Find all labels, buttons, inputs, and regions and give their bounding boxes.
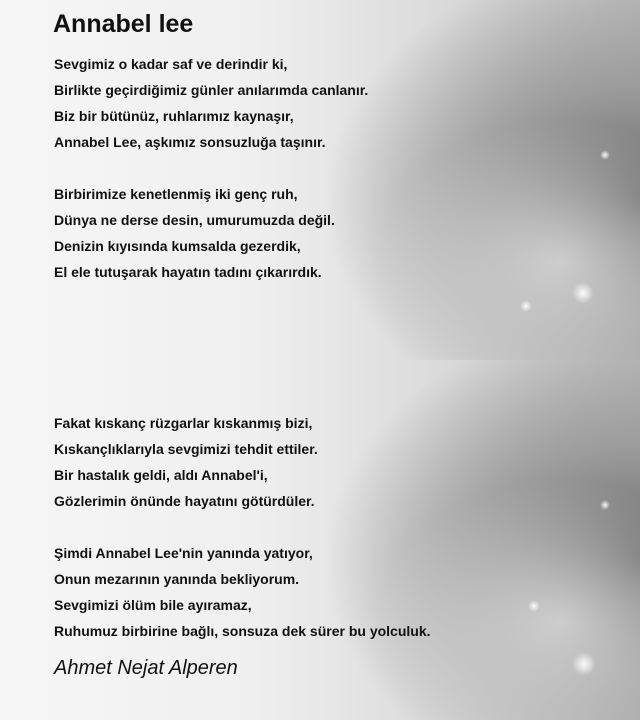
poem-line: Sevgimiz o kadar saf ve derindir ki,: [54, 56, 288, 72]
poem-line: Kıskançlıklarıyla sevgimizi tehdit ettiler.: [54, 441, 318, 457]
poem-line: Biz bir bütünüz, ruhlarımız kaynaşır,: [54, 108, 294, 124]
poem-line: Annabel Lee, aşkımız sonsuzluğa taşınır.: [54, 134, 326, 150]
sparkle-decoration: [528, 600, 540, 612]
stanza-3: [54, 410, 318, 514]
poem-title: Annabel lee: [53, 10, 194, 38]
stanza-2: [54, 181, 335, 285]
poem-card-bottom: [0, 360, 640, 720]
poem-line: El ele tutuşarak hayatın tadını çıkarırdık.: [54, 264, 322, 280]
poem-line: Denizin kıyısında kumsalda gezerdik,: [54, 238, 301, 254]
sparkle-decoration: [572, 652, 596, 676]
poem-line: Bir hastalık geldi, aldı Annabel'i,: [54, 467, 268, 483]
poem-author: Ahmet Nejat Alperen: [54, 657, 238, 679]
poem-line: Fakat kıskanç rüzgarlar kıskanmış bizi,: [54, 415, 313, 431]
poem-line: Birlikte geçirdiğimiz günler anılarımda canlanır.: [54, 82, 369, 98]
poem-line: Şimdi Annabel Lee'nin yanında yatıyor,: [54, 545, 313, 561]
poem-line: Birbirimize kenetlenmiş iki genç ruh,: [54, 186, 298, 202]
sparkle-decoration: [600, 150, 610, 160]
poem-line: Sevgimizi ölüm bile ayıramaz,: [54, 597, 252, 613]
poem-line: Ruhumuz birbirine bağlı, sonsuza dek sürer bu yolculuk.: [54, 623, 431, 639]
poem-line: Onun mezarının yanında bekliyorum.: [54, 571, 300, 587]
sparkle-decoration: [600, 500, 610, 510]
poem-line: Gözlerimin önünde hayatını götürdüler.: [54, 493, 315, 509]
sparkle-decoration: [520, 300, 532, 312]
stanza-4: [54, 540, 431, 644]
stanza-1: [54, 51, 368, 155]
poem-line: Dünya ne derse desin, umurumuzda değil.: [54, 212, 335, 228]
sparkle-decoration: [572, 282, 594, 304]
